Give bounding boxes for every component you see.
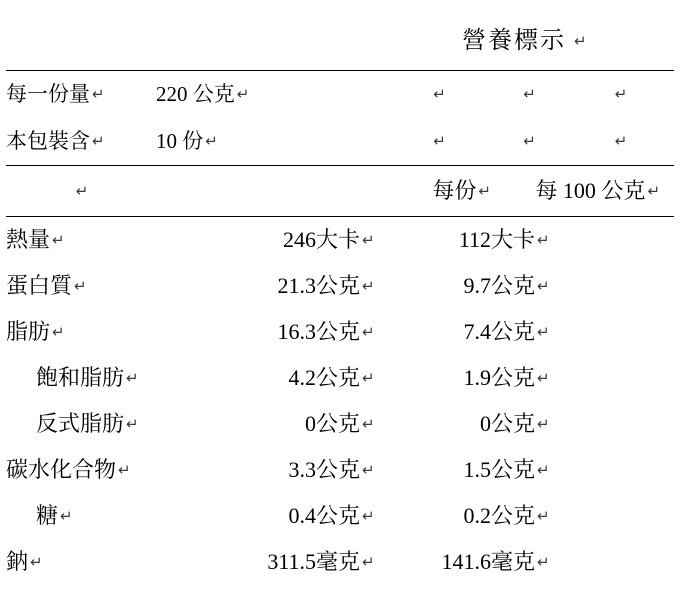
paragraph-mark-row2-serving: ↵ (362, 324, 375, 341)
table-row (6, 493, 674, 539)
table-row (6, 539, 674, 585)
nutrient-hundred-unit: 公克 (491, 503, 536, 528)
paragraph-mark-row4-serving: ↵ (362, 416, 375, 433)
package-count-value: 10 份 (156, 129, 204, 153)
paragraph-mark-row6-hundred: ↵ (537, 508, 550, 525)
nutrient-serving-unit: 公克 (316, 411, 361, 436)
nutrient-serving-value: 311.5 (267, 549, 316, 574)
nutrient-hundred-unit: 公克 (491, 457, 536, 482)
paragraph-mark-row0-hundred: ↵ (537, 232, 550, 249)
paragraph-mark-row2-hundred: ↵ (537, 324, 550, 341)
nutrition-label-table (6, 12, 674, 585)
paragraph-mark-header-serving: ↵ (478, 183, 491, 200)
paragraph-mark-serving-c: ↵ (614, 86, 628, 103)
table-row (6, 447, 674, 493)
nutrient-serving-unit: 公克 (316, 273, 361, 298)
document-title: 營養標示 (462, 28, 567, 54)
nutrient-serving-value: 21.3 (277, 273, 316, 298)
nutrient-hundred-unit: 公克 (491, 365, 536, 390)
nutrient-serving-value: 246 (283, 227, 316, 252)
nutrient-hundred-unit: 毫克 (491, 549, 536, 574)
nutrient-hundred-unit: 大卡 (491, 227, 536, 252)
paragraph-mark-row7-hundred: ↵ (537, 554, 550, 571)
nutrient-label: 碳水化合物 (6, 457, 117, 482)
serving-amount-label: 每一份量 (6, 82, 90, 106)
paragraph-mark-serving-amount-value: ↵ (236, 86, 250, 103)
nutrient-hundred-value: 9.7 (463, 273, 491, 298)
nutrient-serving-unit: 公克 (316, 365, 361, 390)
paragraph-mark-row1-label: ↵ (74, 278, 87, 295)
nutrient-serving-unit: 公克 (316, 503, 361, 528)
nutrient-serving-value: 3.3 (288, 457, 316, 482)
paragraph-mark-header-100g: ↵ (647, 183, 661, 200)
nutrient-hundred-unit: 公克 (491, 411, 536, 436)
paragraph-mark-row3-hundred: ↵ (537, 370, 550, 387)
table-row (6, 217, 674, 264)
column-header-per-serving: 每份 (432, 178, 477, 203)
paragraph-mark-row5-label: ↵ (118, 462, 131, 479)
package-count-row (6, 118, 674, 166)
paragraph-mark-package-value: ↵ (205, 133, 218, 150)
column-header-row (6, 166, 674, 217)
paragraph-mark-row1-hundred: ↵ (537, 278, 550, 295)
table-row (6, 355, 674, 401)
nutrient-serving-unit: 公克 (316, 457, 361, 482)
paragraph-mark-row5-serving: ↵ (362, 462, 375, 479)
nutrient-hundred-value: 7.4 (463, 319, 491, 344)
paragraph-mark-row0-serving: ↵ (362, 232, 375, 249)
nutrient-label: 蛋白質 (6, 273, 73, 298)
nutrient-hundred-unit: 公克 (491, 273, 536, 298)
nutrient-label: 飽和脂肪 (36, 365, 125, 390)
paragraph-mark-package-b: ↵ (523, 133, 536, 150)
paragraph-mark-row1-serving: ↵ (362, 278, 375, 295)
paragraph-mark-serving-amount-label: ↵ (92, 86, 105, 103)
nutrient-hundred-value: 1.5 (463, 457, 491, 482)
nutrient-hundred-value: 112 (458, 227, 491, 252)
paragraph-mark-row4-hundred: ↵ (537, 416, 550, 433)
serving-amount-value: 220 公克 (156, 82, 235, 106)
paragraph-mark-package-c: ↵ (614, 133, 628, 150)
paragraph-mark-row5-hundred: ↵ (537, 462, 550, 479)
package-count-label: 本包裝含 (6, 129, 90, 153)
nutrient-label: 糖 (36, 503, 59, 528)
paragraph-mark-title: ↵ (574, 33, 589, 50)
paragraph-mark-row0-label: ↵ (52, 232, 65, 249)
nutrient-serving-unit: 大卡 (316, 227, 361, 252)
nutrient-label: 熱量 (6, 227, 51, 252)
nutrient-serving-value: 0.4 (288, 503, 316, 528)
nutrient-hundred-value: 0 (480, 411, 491, 436)
table-row (6, 309, 674, 355)
nutrient-serving-value: 16.3 (277, 319, 316, 344)
table-row (6, 401, 674, 447)
paragraph-mark-row2-label: ↵ (52, 324, 65, 341)
paragraph-mark-serving-a: ↵ (433, 86, 446, 103)
nutrient-hundred-value: 1.9 (463, 365, 491, 390)
paragraph-mark-package-a: ↵ (433, 133, 446, 150)
nutrient-serving-value: 4.2 (288, 365, 316, 390)
nutrient-hundred-value: 0.2 (463, 503, 491, 528)
nutrient-serving-unit: 毫克 (316, 549, 361, 574)
serving-amount-row (6, 71, 674, 119)
table-row (6, 263, 674, 309)
paragraph-mark-row3-serving: ↵ (362, 370, 375, 387)
nutrient-label: 鈉 (6, 549, 29, 574)
paragraph-mark-package-label: ↵ (92, 133, 105, 150)
paragraph-mark-row3-label: ↵ (126, 370, 139, 387)
column-header-per-100g: 每 100 公克 (535, 178, 646, 203)
paragraph-mark-row7-serving: ↵ (362, 554, 375, 571)
paragraph-mark-row7-label: ↵ (30, 554, 43, 571)
paragraph-mark-header-blank: ↵ (75, 183, 89, 200)
nutrient-label: 脂肪 (6, 319, 51, 344)
nutrient-serving-unit: 公克 (316, 319, 361, 344)
nutrient-serving-value: 0 (305, 411, 316, 436)
nutrient-label: 反式脂肪 (36, 411, 125, 436)
title-row (6, 12, 674, 71)
paragraph-mark-row6-serving: ↵ (362, 508, 375, 525)
nutrient-hundred-unit: 公克 (491, 319, 536, 344)
nutrient-hundred-value: 141.6 (441, 549, 491, 574)
paragraph-mark-row6-label: ↵ (60, 508, 73, 525)
paragraph-mark-row4-label: ↵ (126, 416, 139, 433)
paragraph-mark-serving-b: ↵ (523, 86, 536, 103)
